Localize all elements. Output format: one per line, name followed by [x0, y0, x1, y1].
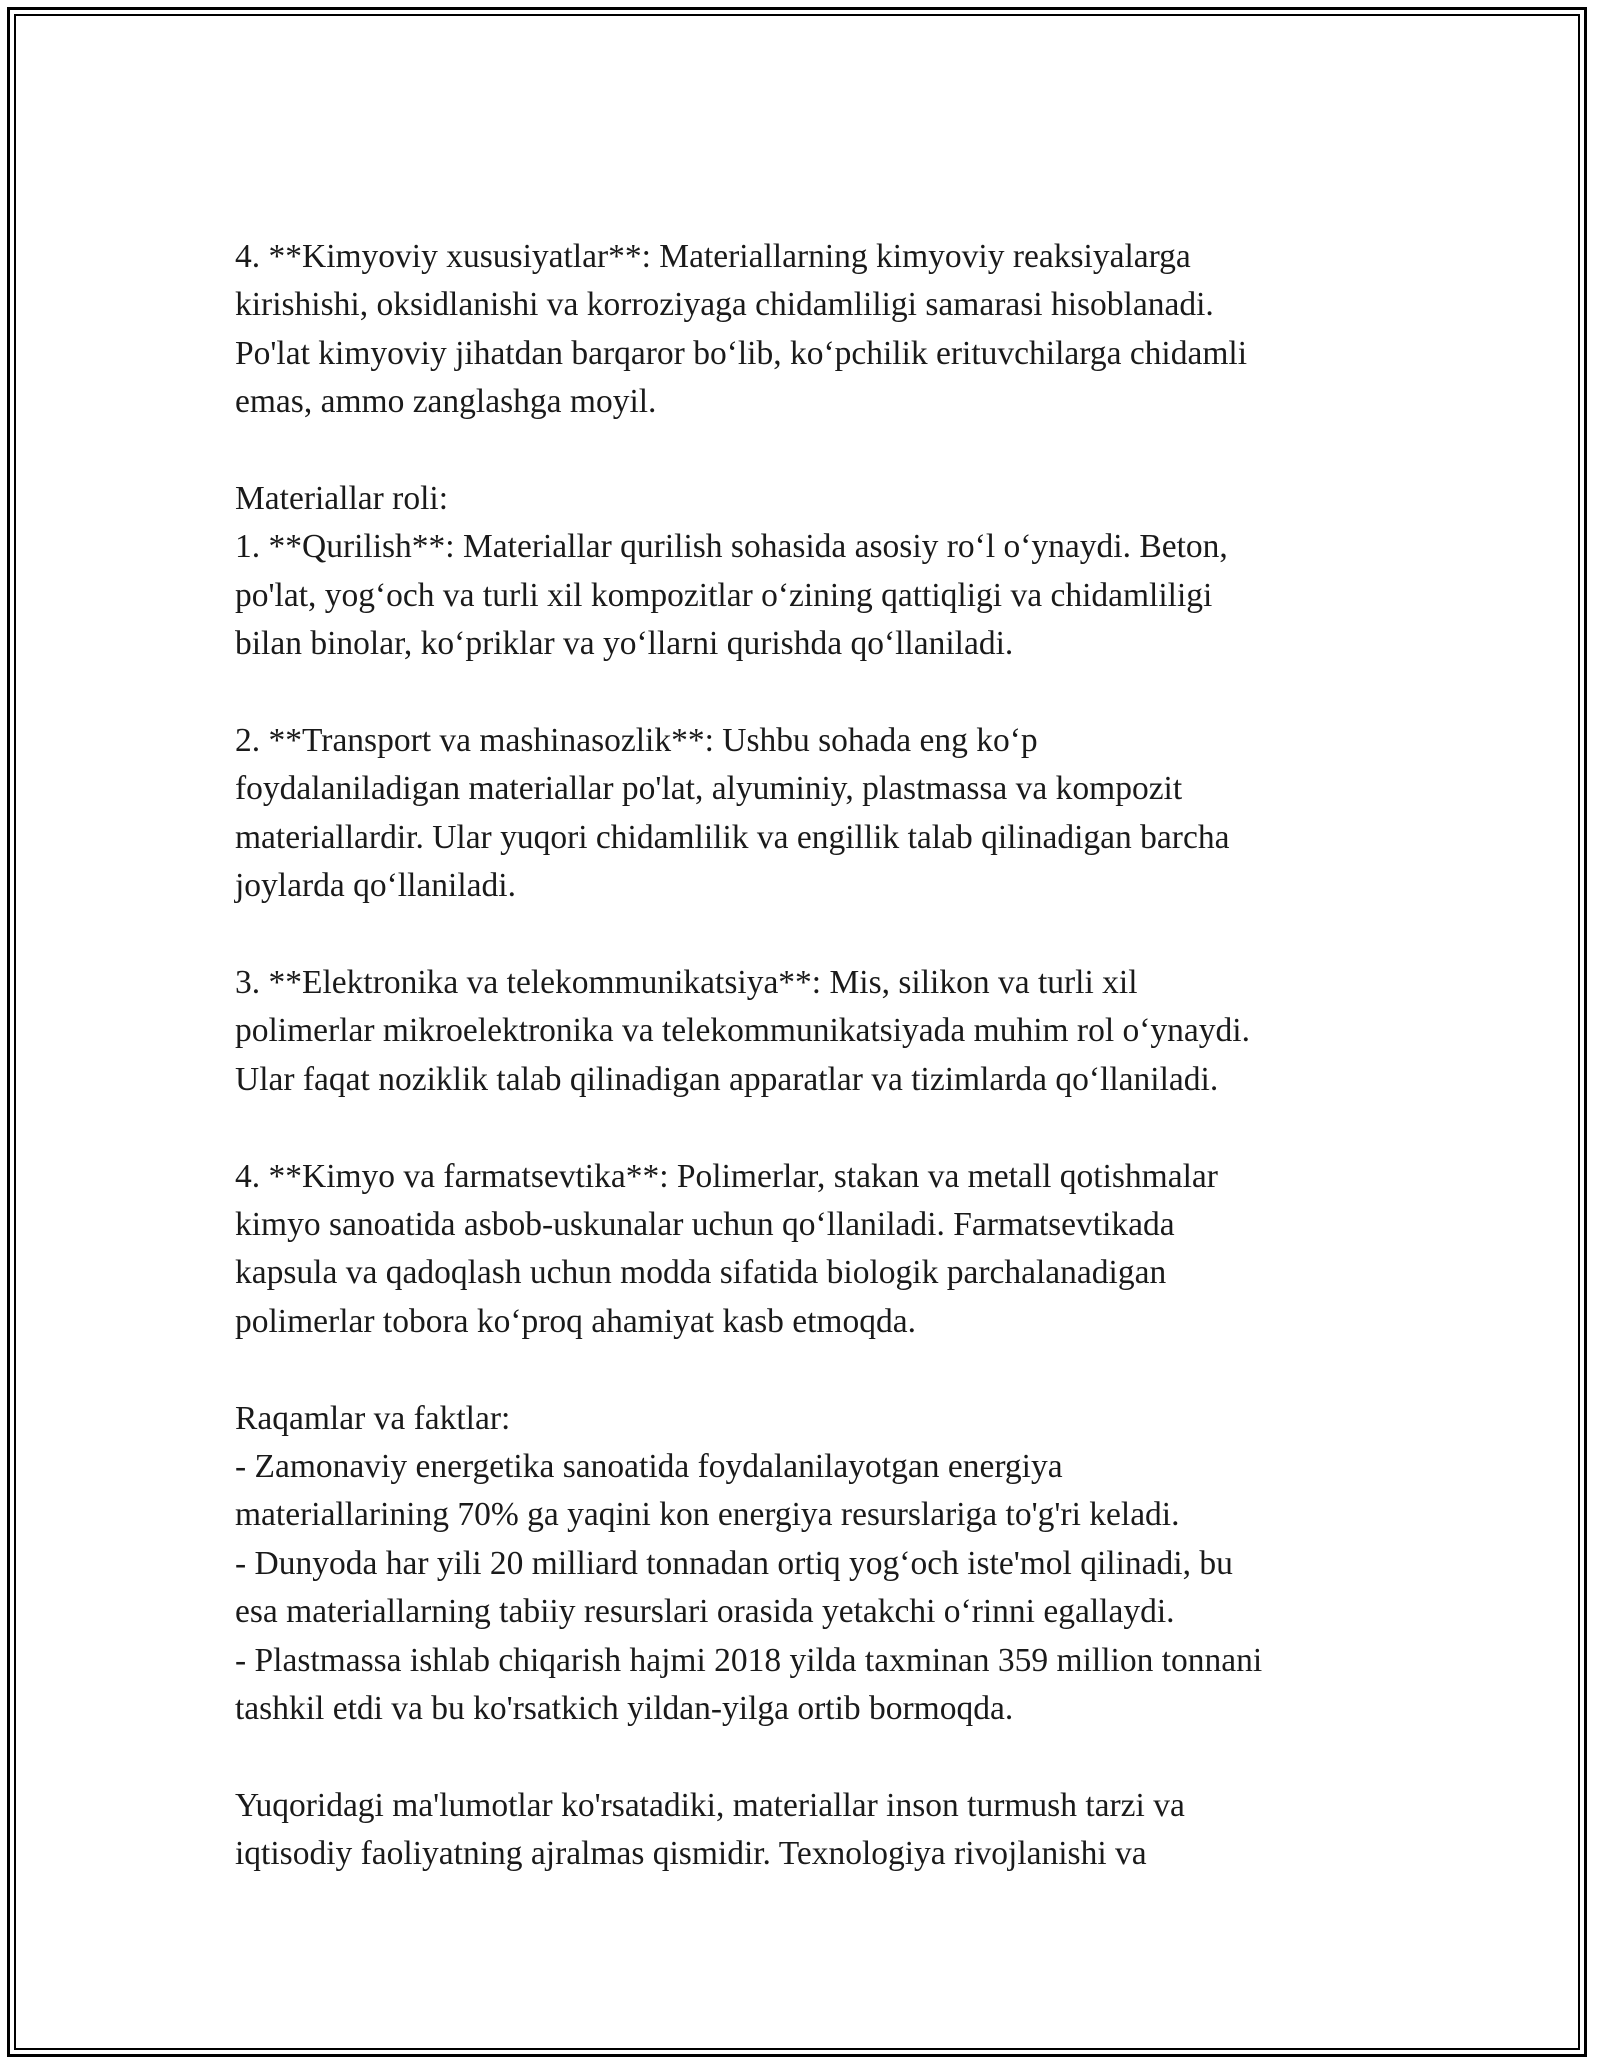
paragraph-facts-and-figures [235, 1395, 1375, 1734]
text-line: iqtisodiy faoliyatning ajralmas qismidir. Texnologiya rivojlanishi va [235, 1835, 1147, 1873]
text-line: materiallardir. Ular yuqori chidamlilik va engillik talab qilinadigan barcha [235, 818, 1230, 856]
text-line: 4. **Kimyoviy xususiyatlar**: Materiallarning kimyoviy reaksiyalarga [235, 238, 1191, 275]
text-line: joylarda qo‘llaniladi. [235, 867, 516, 905]
text-line: Po'lat kimyoviy jihatdan barqaror bo‘lib, ko‘pchilik erituvchilarga chidamli [235, 334, 1248, 372]
text-line: kirishishi, oksidlanishi va korroziyaga chidamliligi samarasi hisoblanadi. [235, 286, 1214, 324]
text-line: polimerlar tobora ko‘proq ahamiyat kasb etmoqda. [235, 1302, 916, 1340]
paragraph-materials-role-construction [235, 475, 1375, 669]
text-line: Ular faqat noziklik talab qilinadigan apparatlar va tizimlarda qo‘llaniladi. [235, 1060, 1219, 1098]
text-line: emas, ammo zanglashga moyil. [235, 383, 657, 421]
text-line: materiallarining 70% ga yaqini kon energiya resurslariga to'g'ri keladi. [235, 1496, 1180, 1534]
text-line: 1. **Qurilish**: Materiallar qurilish sohasida asosiy ro‘l o‘ynaydi. Beton, [235, 528, 1228, 566]
text-line: - Dunyoda har yili 20 milliard tonnadan ortiq yog‘och iste'mol qilinadi, bu [235, 1544, 1233, 1582]
text-line: bilan binolar, ko‘priklar va yo‘llarni qurishda qo‘llaniladi. [235, 625, 1014, 663]
text-line: 2. **Transport va mashinasozlik**: Ushbu sohada eng ko‘p [235, 722, 1038, 760]
text-line: Yuqoridagi ma'lumotlar ko'rsatadiki, materiallar inson turmush tarzi va [235, 1786, 1185, 1824]
document-body [235, 233, 1375, 1927]
text-line: 3. **Elektronika va telekommunikatsiya**: Mis, silikon va turli xil [235, 964, 1138, 1002]
text-line: tashkil etdi va bu ko'rsatkich yildan-yilga ortib bormoqda. [235, 1690, 1014, 1728]
section-heading: Raqamlar va faktlar: [235, 1399, 511, 1437]
paragraph-conclusion [235, 1782, 1375, 1879]
text-line: - Zamonaviy energetika sanoatida foydalanilayotgan energiya [235, 1448, 1063, 1486]
text-line: kimyo sanoatida asbob-uskunalar uchun qo‘llaniladi. Farmatsevtikada [235, 1206, 1175, 1244]
paragraph-chemical-properties [235, 233, 1375, 427]
text-line: polimerlar mikroelektronika va telekommunikatsiyada muhim rol o‘ynaydi. [235, 1012, 1250, 1050]
text-line: 4. **Kimyo va farmatsevtika**: Polimerlar, stakan va metall qotishmalar [235, 1157, 1218, 1195]
paragraph-electronics [235, 959, 1375, 1104]
text-line: po'lat, yog‘och va turli xil kompozitlar o‘zining qattiqligi va chidamliligi [235, 576, 1213, 614]
paragraph-chemistry-pharma [235, 1153, 1375, 1347]
section-heading: Materiallar roli: [235, 480, 449, 518]
text-line: esa materiallarning tabiiy resurslari orasida yetakchi o‘rinni egallaydi. [235, 1593, 1175, 1631]
text-line: - Plastmassa ishlab chiqarish hajmi 2018 yilda taxminan 359 million tonnani [235, 1641, 1263, 1679]
text-line: kapsula va qadoqlash uchun modda sifatida biologik parchalanadigan [235, 1254, 1167, 1292]
text-line: foydalaniladigan materiallar po'lat, alyuminiy, plastmassa va kompozit [235, 770, 1183, 808]
paragraph-transport [235, 717, 1375, 911]
